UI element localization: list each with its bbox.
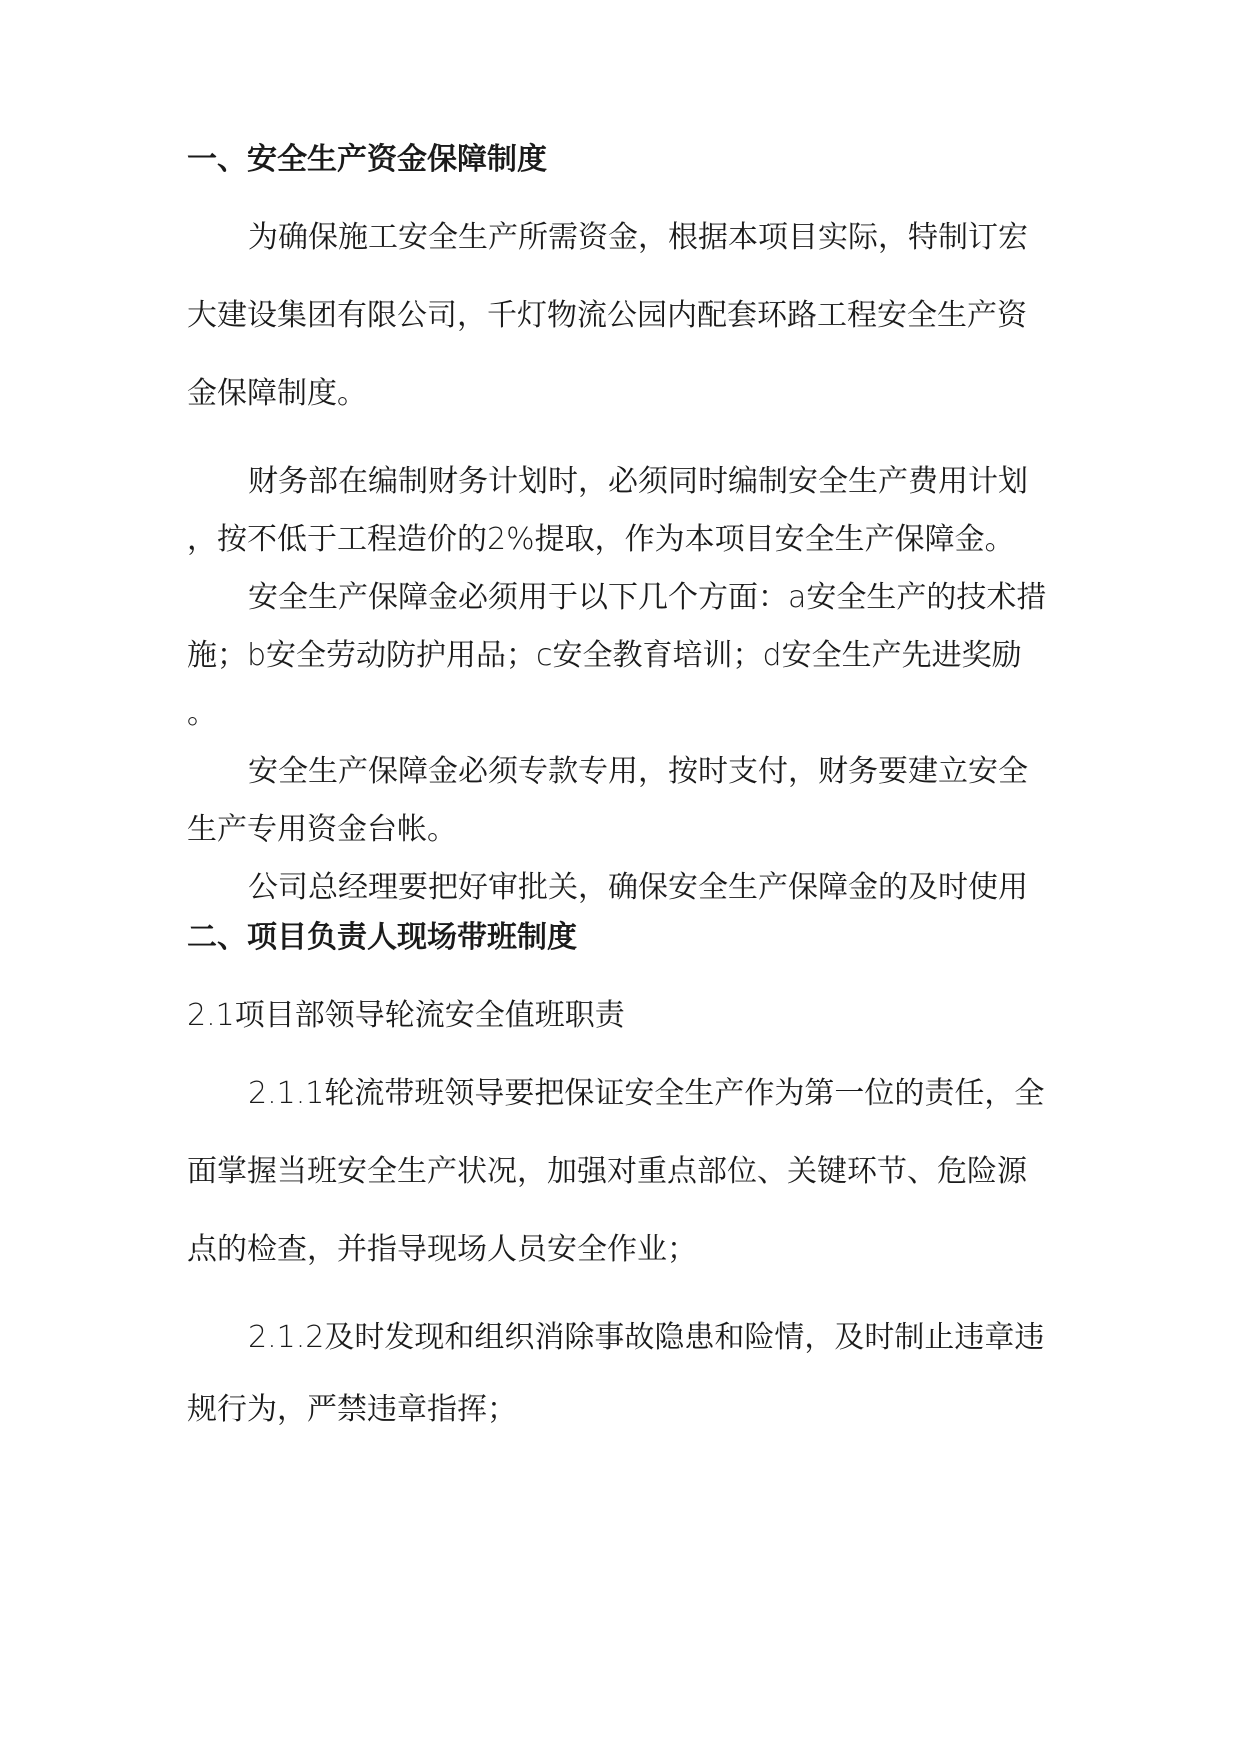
section-2-heading: 二、项目负责人现场带班制度 xyxy=(187,920,577,955)
section-2-paragraph-1-line-3: 点的检查，并指导现场人员安全作业； xyxy=(187,1232,697,1267)
section-1-paragraph-1-line-3: 金保障制度。 xyxy=(187,376,367,411)
section-1-paragraph-2-line-2: ，按不低于工程造价的2%提取，作为本项目安全生产保障金。 xyxy=(187,522,1015,557)
section-1-paragraph-3-line-1: 安全生产保障金必须用于以下几个方面：a安全生产的技术措 xyxy=(248,580,1047,615)
section-1-paragraph-3-line-3: 。 xyxy=(187,696,217,731)
section-2-paragraph-2-line-2: 规行为，严禁违章指挥； xyxy=(187,1392,517,1427)
section-2-paragraph-1-line-1: 2.1.1轮流带班领导要把保证安全生产作为第一位的责任，全 xyxy=(248,1076,1045,1111)
section-1-paragraph-5-line-1: 公司总经理要把好审批关，确保安全生产保障金的及时使用 xyxy=(248,870,1028,905)
section-1-paragraph-1-line-2: 大建设集团有限公司，千灯物流公园内配套环路工程安全生产资 xyxy=(187,298,1027,333)
section-1-paragraph-1-line-1: 为确保施工安全生产所需资金，根据本项目实际，特制订宏 xyxy=(248,220,1028,255)
section-1-paragraph-4-line-1: 安全生产保障金必须专款专用，按时支付，财务要建立安全 xyxy=(248,754,1028,789)
section-1-paragraph-4-line-2: 生产专用资金台帐。 xyxy=(187,812,457,847)
section-1-heading: 一、安全生产资金保障制度 xyxy=(187,142,547,177)
section-2-paragraph-2-line-1: 2.1.2及时发现和组织消除事故隐患和险情，及时制止违章违 xyxy=(248,1320,1045,1355)
section-2-subheading: 2.1项目部领导轮流安全值班职责 xyxy=(187,998,625,1033)
section-1-paragraph-3-line-2: 施；b安全劳动防护用品；c安全教育培训；d安全生产先进奖励 xyxy=(187,638,1022,673)
section-1-paragraph-2-line-1: 财务部在编制财务计划时，必须同时编制安全生产费用计划 xyxy=(248,464,1028,499)
section-2-paragraph-1-line-2: 面掌握当班安全生产状况，加强对重点部位、关键环节、危险源 xyxy=(187,1154,1027,1189)
